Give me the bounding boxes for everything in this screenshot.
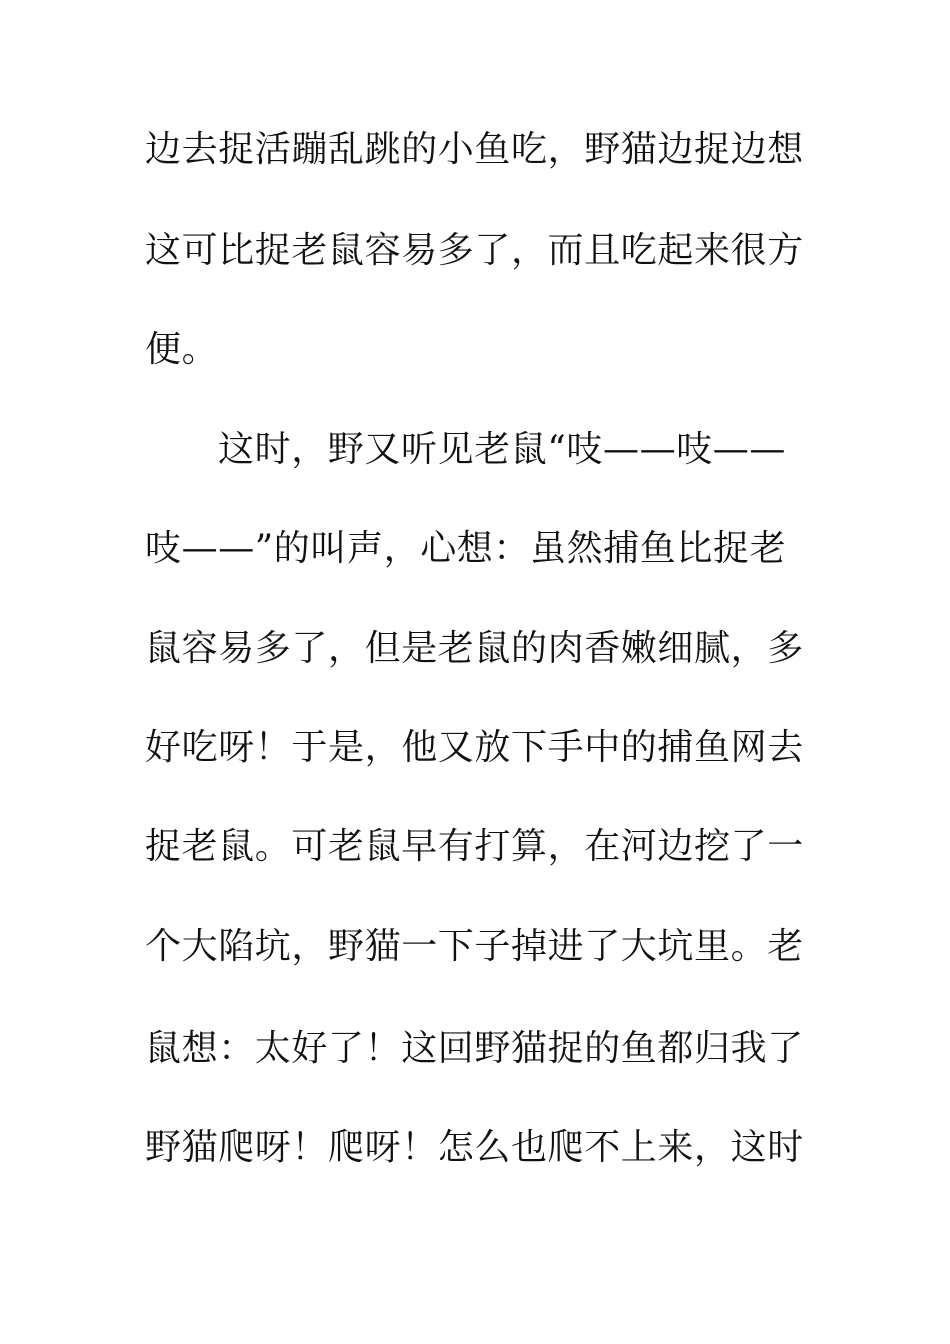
text-line: 好吃呀！于是，他又放下手中的捕鱼网去	[145, 727, 804, 768]
text-line: 个大陷坑，野猫一下子掉进了大坑里。老	[145, 926, 804, 967]
text-line: 捉老鼠。可老鼠早有打算，在河边挖了一	[145, 826, 804, 867]
text-line: 野猫爬呀！爬呀！怎么也爬不上来，这时	[145, 1127, 804, 1168]
text-line: 吱——”的叫声，心想：虽然捕鱼比捉老	[145, 528, 787, 569]
text-line: 边去捉活蹦乱跳的小鱼吃，野猫边捉边想	[145, 129, 804, 170]
paragraph-start-line: 这时，野又听见老鼠“吱——吱——	[218, 429, 787, 470]
text-line: 便。	[145, 329, 219, 370]
text-line: 鼠容易多了，但是老鼠的肉香嫩细腻，多	[145, 628, 804, 669]
text-line: 鼠想：太好了！这回野猫捉的鱼都归我了	[145, 1028, 804, 1069]
text-line: 这可比捉老鼠容易多了，而且吃起来很方	[145, 230, 804, 271]
